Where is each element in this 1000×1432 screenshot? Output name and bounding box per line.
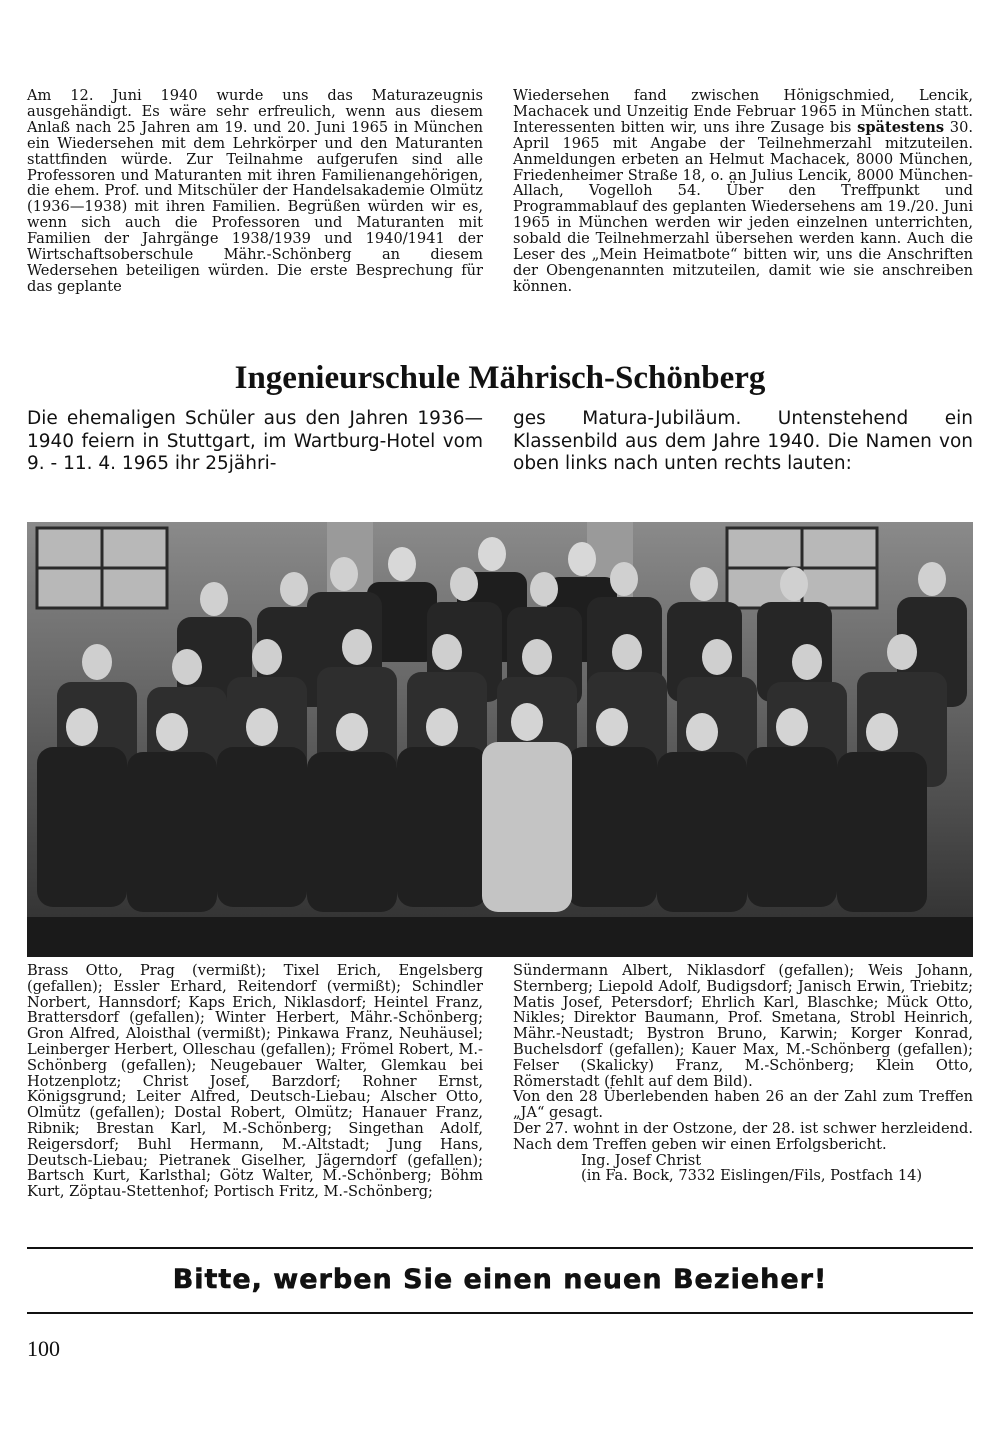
section-intro-left-text: Die ehemaligen Schüler aus den Jahren 1936—1940 feiern in Stuttgart, im Wartburg-Hotel vom 9. - 11. 4. 1965 ihr 25jähri- — [27, 408, 483, 474]
divider-top — [27, 1247, 973, 1249]
names-right-text: Sündermann Albert, Niklasdorf (gefallen); Weis Johann, Sternberg; Liepold Adolf, Budigsdorf; Janisch Erwin, Triebitz; Matis Josef, Petersdorf; Ehrlich Karl, Blaschke; Mück Otto, Nikles; Direktor Baumann, Prof. Smetana, Strobl Heinrich, Mähr.-Neustadt; Bystron Bruno, Karwin; Korger Konrad, Buchelsdorf (gefallen); Kauer Max, M.-Schönberg (gefallen); Felser (Skalicky) Franz, M.-Schönberg; Klein Otto, Römerstadt (fehlt auf dem Bild). — [513, 962, 973, 1090]
signature-address: (in Fa. Bock, 7332 Eislingen/Fils, Postfach 14) — [581, 1167, 923, 1185]
deadline-emphasis: spätestens — [857, 118, 945, 136]
health-note: Der 27. wohnt in der Ostzone, der 28. ist schwer herzleidend. Nach dem Treffen geben wir einen Erfolgsbericht. — [513, 1119, 973, 1153]
class-photo — [27, 522, 973, 957]
names-left-column — [27, 963, 483, 1200]
section-intro-right-text: ges Matura-Jubiläum. Untenstehend ein Klassenbild aus dem Jahre 1940. Die Namen von oben links nach unten rechts lauten: — [513, 408, 973, 474]
top-article-left-column — [27, 88, 483, 295]
divider-bottom — [27, 1312, 973, 1314]
page-number: 100 — [27, 1336, 60, 1361]
survivors-note: Von den 28 Überlebenden haben 26 an der Zahl zum Treffen „JA“ gesagt. — [513, 1088, 973, 1122]
class-photo-illustration — [27, 522, 973, 957]
names-left-text: Brass Otto, Prag (vermißt); Tixel Erich, Engelsberg (gefallen); Essler Erhard, Reitendorf (vermißt); Schindler Norbert, Hannsdorf; Kaps Erich, Niklasdorf; Heintel Franz, Brattersdorf (gefallen); Winter Herbert, Mähr.-Schönberg; Gron Alfred, Aloisthal (vermißt); Pinkawa Franz, Neuhäusel; Leinberger Herbert, Olleschau (gefallen); Frömel Robert, M.-Schönberg (gefallen); Neugebauer Walter, Glemkau bei Hotzenplotz; Christ Josef, Barzdorf; Rohner Ernst, Königsgrund; Leiter Alfred, Deutsch-Liebau; Alscher Otto, Olmütz (gefallen); Dostal Robert, Olmütz; Hanauer Franz, Ribnik; Brestan Karl, M.-Schönberg; Singethan Adolf, Reigersdorf; Buhl Hermann, M.-Altstadt; Jung Hans, Deutsch-Liebau; Pietranek Giselher, Jägerndorf (gefallen); Bartsch Kurt, Karlsthal; Götz Walter, M.-Schönberg; Böhm Kurt, Zöptau-Stettenhof; Portisch Fritz, M.-Schönberg; — [27, 962, 483, 1201]
top-article-right-column — [513, 88, 973, 295]
section-title: Ingenieurschule Mährisch-Schönberg — [234, 360, 766, 396]
section-intro-right — [513, 408, 973, 476]
top-article-left-text: Am 12. Juni 1940 wurde uns das Maturazeugnis ausgehändigt. Es wäre sehr erfreulich, wenn aus diesem Anlaß nach 25 Jahren am 19. und 20. Juni 1965 in München ein Wiedersehen mit dem Lehrkörper und den Maturanten stattfinden würde. Zur Teilnahme aufgerufen sind alle Professoren und Maturanten mit ihren Familienangehörigen, die ehem. Prof. und Mitschüler der Handelsakademie Olmütz (1936—1938) mit ihren Familien. Begrüßen würden wir es, wenn sich auch die Professoren und Maturanten mit Familien der Jahrgänge 1938/1939 und 1940/1941 der Wirtschaftsoberschule Mähr.-Schönberg an diesem Wedersehen beteiligen würden. Die erste Besprechung für das geplante — [27, 87, 483, 295]
signature-name: Ing. Josef Christ — [581, 1151, 702, 1169]
top-article-right-before: Wiedersehen fand zwischen Hönigschmied, Lencik, Machacek und Unzeitig Ende Februar 1965 in München statt. Interessenten bitten wir, uns ihre Zusage bis — [513, 87, 973, 136]
names-right-column — [513, 963, 973, 1184]
advert-slogan: Bitte, werben Sie einen neuen Bezieher! — [172, 1264, 828, 1295]
top-article-right-after: 30. April 1965 mit Angabe der Teilnehmerzahl mitzuteilen. Anmeldungen erbeten an Helmut Machacek, 8000 München, Friedenheimer Straße 18, o. an Julius Lencik, 8000 München-Allach, Vogelloh 54. Über den Treffpunkt und Programmablauf des geplanten Wiedersehens am 19./20. Juni 1965 in München werden wir jeden einzelnen unterrichten, sobald die Teilnehmerzahl übersehen werden kann. Auch die Leser des „Mein Heimatbote“ bitten wir, uns die Anschriften der Obengenannten mitzuteilen, damit wie sie anschreiben können. — [513, 118, 973, 295]
section-intro-left — [27, 408, 483, 476]
top-article-right-text — [513, 88, 973, 295]
